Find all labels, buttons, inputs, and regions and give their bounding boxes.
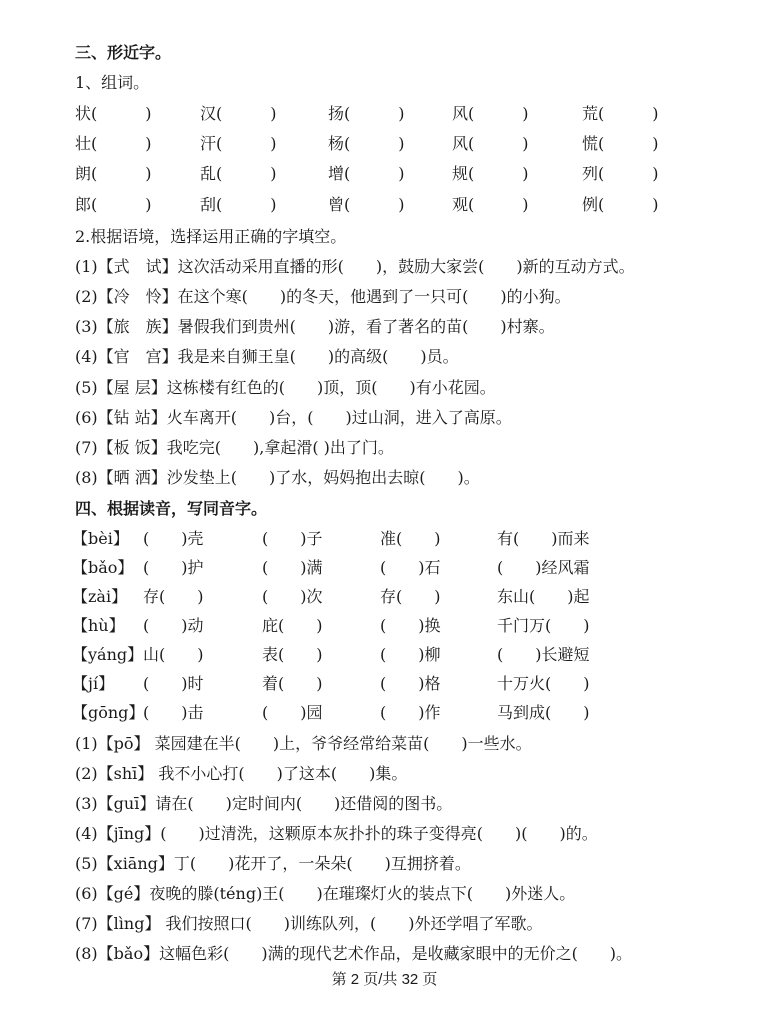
section-3-part-2-title: 2.根据语境，选择运用正确的字填空。 (75, 227, 347, 246)
homophone-cell: ( )换 (380, 616, 441, 635)
pinyin-label: 【hù】 (72, 616, 125, 635)
homophone-sentence: (7)【lìng】 我们按照口( )训练队列，( )外还学唱了军歌。 (75, 914, 543, 933)
context-fill-item: (7)【板 饭】我吃完( ),拿起滑( )出了门。 (75, 438, 394, 457)
word-cell: 风( ) (452, 104, 529, 123)
word-cell: 杨( ) (328, 134, 405, 153)
context-fill-item: (6)【钻 站】火车离开( )台，( )过山洞，进入了高原。 (75, 408, 512, 427)
pinyin-label: 【bèi】 (72, 529, 129, 548)
word-cell: 观( ) (452, 195, 529, 214)
homophone-cell: 表( ) (262, 645, 323, 664)
word-cell: 规( ) (452, 164, 529, 183)
context-fill-item: (2)【冷 怜】在这个寒( )的冬天，他遇到了一只可( )的小狗。 (75, 287, 571, 306)
page-number: 第 2 页/共 32 页 (331, 971, 438, 988)
homophone-cell: ( )动 (143, 616, 204, 635)
pinyin-label: 【yáng】 (72, 645, 144, 664)
word-cell: 状( ) (75, 104, 152, 123)
homophone-cell: 存( ) (143, 587, 204, 606)
context-fill-item: (4)【官 宫】我是来自狮王皇( )的高级( )员。 (75, 347, 459, 366)
homophone-sentence: (6)【gé】夜晚的滕(téng)王( )在璀璨灯火的装点下( )外迷人。 (75, 884, 576, 903)
context-fill-item: (5)【屋 层】这栋楼有红色的( )顶，顶( )有小花园。 (75, 378, 496, 397)
word-cell: 慌( ) (582, 134, 659, 153)
context-fill-item: (1)【式 试】这次活动采用直播的形( )，鼓励大家尝( )新的互动方式。 (75, 257, 635, 276)
word-cell: 列( ) (582, 164, 659, 183)
homophone-cell: 着( ) (262, 674, 323, 693)
homophone-cell: ( )满 (262, 558, 323, 577)
context-fill-item: (8)【晒 洒】沙发垫上( )了水，妈妈抱出去晾( )。 (75, 468, 480, 487)
word-cell: 增( ) (328, 164, 405, 183)
homophone-cell: ( )长避短 (497, 645, 590, 664)
word-cell: 风( ) (452, 134, 529, 153)
word-cell: 汉( ) (200, 104, 277, 123)
homophone-cell: ( )次 (262, 587, 323, 606)
word-cell: 曾( ) (328, 195, 405, 214)
homophone-cell: 有( )而来 (497, 529, 590, 548)
homophone-cell: ( )壳 (143, 529, 204, 548)
word-cell: 荒( ) (582, 104, 659, 123)
section-3-title: 三、形近字。 (75, 43, 172, 62)
word-cell: 扬( ) (328, 104, 405, 123)
homophone-cell: 准( ) (380, 529, 441, 548)
homophone-cell: 东山( )起 (497, 587, 590, 606)
homophone-sentence: (3)【guī】请在( )定时间内( )还借阅的图书。 (75, 794, 453, 813)
homophone-cell: ( )时 (143, 674, 204, 693)
homophone-cell: ( )子 (262, 529, 323, 548)
homophone-cell: 庇( ) (262, 616, 323, 635)
word-cell: 刮( ) (200, 195, 277, 214)
homophone-cell: ( )园 (262, 703, 323, 722)
homophone-cell: ( )击 (143, 703, 204, 722)
homophone-cell: ( )石 (380, 558, 441, 577)
homophone-cell: ( )格 (380, 674, 441, 693)
homophone-sentence: (5)【xiāng】丁( )花开了，一朵朵( )互拥挤着。 (75, 854, 471, 873)
homophone-cell: ( )作 (380, 703, 441, 722)
context-fill-item: (3)【旅 族】暑假我们到贵州( )游，看了著名的苗( )村寨。 (75, 317, 555, 336)
homophone-cell: ( )护 (143, 558, 204, 577)
section-3-part-1-title: 1、组词。 (75, 73, 150, 92)
homophone-sentence: (1)【pō】 菜园建在半( )上，爷爷经常给菜苗( )一些水。 (75, 734, 532, 753)
word-cell: 郎( ) (75, 195, 152, 214)
word-cell: 乱( ) (200, 164, 277, 183)
homophone-cell: 千门万( ) (497, 616, 590, 635)
word-cell: 朗( ) (75, 164, 152, 183)
homophone-cell: ( )经风霜 (497, 558, 590, 577)
word-cell: 例( ) (582, 195, 659, 214)
homophone-cell: 马到成( ) (497, 703, 590, 722)
pinyin-label: 【jí】 (72, 674, 115, 693)
homophone-cell: 存( ) (380, 587, 441, 606)
homophone-cell: ( )柳 (380, 645, 441, 664)
homophone-cell: 山( ) (143, 645, 204, 664)
homophone-sentence: (8)【bǎo】这幅色彩( )满的现代艺术作品，是收藏家眼中的无价之( )。 (75, 944, 633, 963)
homophone-sentence: (2)【shī】 我不小心打( )了这本( )集。 (75, 764, 408, 783)
homophone-cell: 十万火( ) (497, 674, 590, 693)
pinyin-label: 【gōng】 (72, 703, 145, 722)
word-cell: 汗( ) (200, 134, 277, 153)
homophone-sentence: (4)【jīng】( )过清洗，这颗原本灰扑扑的珠子变得亮( )( )的。 (75, 824, 598, 843)
word-cell: 壮( ) (75, 134, 152, 153)
section-4-title: 四、根据读音，写同音字。 (75, 499, 268, 518)
pinyin-label: 【bǎo】 (72, 558, 134, 577)
pinyin-label: 【zài】 (72, 587, 128, 606)
